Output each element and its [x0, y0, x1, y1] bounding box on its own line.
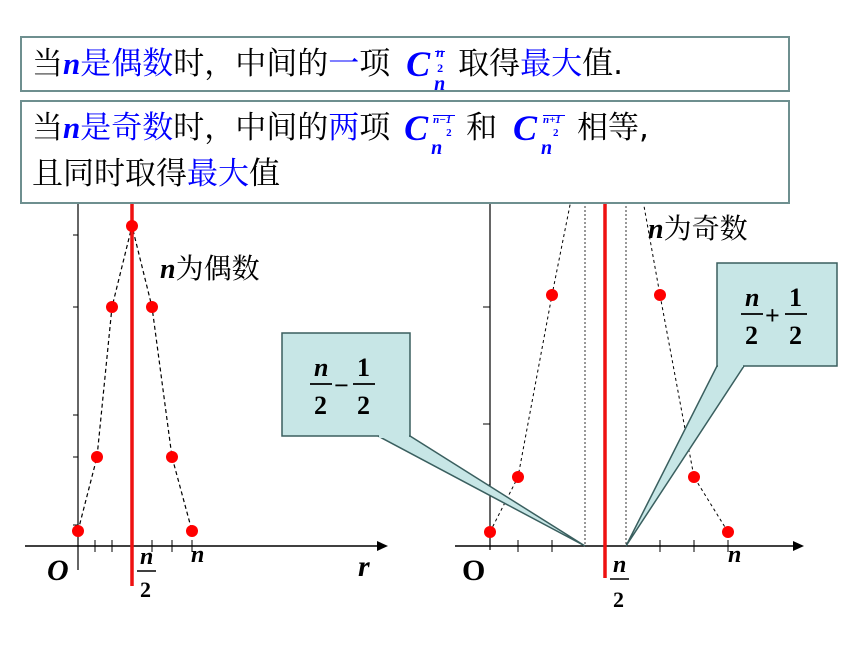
- right-dashed-curve-right: [642, 195, 728, 532]
- banner-odd-p1: 当: [32, 110, 63, 146]
- right-origin-label: O: [462, 554, 486, 587]
- banner-odd-line2c: 值: [249, 156, 280, 192]
- left-point: [91, 451, 103, 463]
- banner-even: [20, 36, 790, 95]
- callout-left-den2: 2: [357, 391, 370, 420]
- right-y-ticks: [483, 307, 490, 485]
- banner-odd-line2: [32, 154, 778, 194]
- callout-left-op: −: [334, 371, 349, 400]
- left-point: [186, 525, 198, 537]
- right-x-arrow: [793, 541, 804, 551]
- callout-right-num2: 1: [789, 283, 802, 312]
- banner-odd-line2b: 最大: [187, 156, 249, 192]
- banner-odd-p6: 和: [466, 110, 498, 146]
- banner-odd-sup2-den: 2: [552, 127, 559, 139]
- banner-even-p8: 值.: [582, 46, 623, 82]
- right-mid-denominator: 2: [613, 587, 624, 612]
- callout-right-pointer: [626, 366, 744, 546]
- left-x-axis-label: r: [358, 550, 370, 583]
- left-mid-numerator: n: [140, 544, 154, 570]
- callout-right-op: +: [765, 301, 780, 330]
- banner-odd-sup1-den: 2: [446, 127, 452, 139]
- callout-right-num1: n: [745, 283, 760, 312]
- banner-even-n: n: [63, 46, 81, 81]
- right-point: [484, 526, 496, 538]
- banner-odd-n: n: [63, 110, 81, 145]
- banner-even-combination: [400, 44, 458, 95]
- banner-even-sup-num: n: [436, 46, 444, 61]
- banner-odd-sup2-num: n+1: [542, 114, 561, 126]
- banner-odd: [20, 100, 790, 204]
- banner-even-p5: 项: [359, 46, 391, 82]
- right-point: [546, 289, 558, 301]
- banner-even-C: C: [406, 44, 431, 84]
- left-point: [72, 525, 84, 537]
- left-y-ticks: [73, 235, 78, 525]
- banner-odd-line1: [32, 108, 778, 159]
- banner-even-p4: 一: [328, 46, 360, 82]
- banner-odd-p2: 是奇数: [80, 110, 174, 146]
- banner-even-p1: 当: [32, 46, 63, 82]
- right-point: [512, 471, 524, 483]
- left-parity-text: 为偶数: [175, 252, 260, 285]
- banner-even-sub: n: [434, 73, 446, 95]
- banner-odd-p7: 相等,: [576, 110, 649, 146]
- banner-odd-sub1: n: [431, 137, 443, 159]
- left-n-tick-label: n: [191, 542, 205, 568]
- right-parity-text: 为奇数: [663, 212, 748, 245]
- right-n-tick-label: n: [728, 542, 742, 568]
- banner-odd-sup1-bar: [433, 115, 455, 116]
- callout-left-den1: 2: [314, 391, 327, 420]
- banner-odd-combination-2: [507, 108, 577, 159]
- left-parity-var: n: [160, 254, 176, 285]
- left-point: [106, 301, 118, 313]
- banner-even-sup-den: 2: [437, 61, 444, 75]
- banner-odd-p5: 项: [359, 110, 391, 146]
- banner-odd-sub2: n: [540, 137, 553, 159]
- right-point: [722, 526, 734, 538]
- banner-even-p7: 最大: [520, 46, 583, 82]
- callout-right-den1: 2: [745, 321, 758, 350]
- banner-even-p3: 时，中间的: [173, 46, 329, 82]
- banner-odd-combination-1: [400, 108, 466, 159]
- banner-even-p2: 是偶数: [80, 46, 174, 82]
- banner-odd-p4: 两: [328, 110, 360, 146]
- banner-odd-sup1-num: n−1: [433, 114, 452, 126]
- left-origin-label: O: [47, 554, 69, 587]
- right-point: [688, 471, 700, 483]
- banner-odd-C2: C: [512, 108, 537, 148]
- right-graph: [455, 190, 804, 612]
- left-x-arrow: [377, 541, 388, 551]
- callout-left: [282, 333, 585, 546]
- banner-odd-C1: C: [404, 108, 429, 148]
- callout-left-pointer: [378, 436, 585, 546]
- banner-odd-p3: 时，中间的: [173, 110, 329, 146]
- callout-left-num2: 1: [357, 353, 370, 382]
- right-parity-var: n: [648, 214, 664, 245]
- banner-even-p6: 取得: [458, 46, 521, 82]
- right-parity-label: [648, 212, 748, 245]
- left-mid-denominator: 2: [140, 577, 151, 602]
- callout-right: [626, 263, 837, 546]
- left-point: [146, 301, 158, 313]
- left-point: [166, 451, 178, 463]
- callout-left-num1: n: [314, 353, 329, 382]
- left-point: [126, 220, 138, 232]
- right-point: [654, 289, 666, 301]
- callout-right-den2: 2: [789, 321, 802, 350]
- left-parity-label: [160, 252, 260, 285]
- right-dashed-curve-left: [490, 195, 572, 532]
- banner-odd-line2a: 且同时取得: [32, 156, 187, 192]
- right-mid-numerator: n: [613, 552, 627, 578]
